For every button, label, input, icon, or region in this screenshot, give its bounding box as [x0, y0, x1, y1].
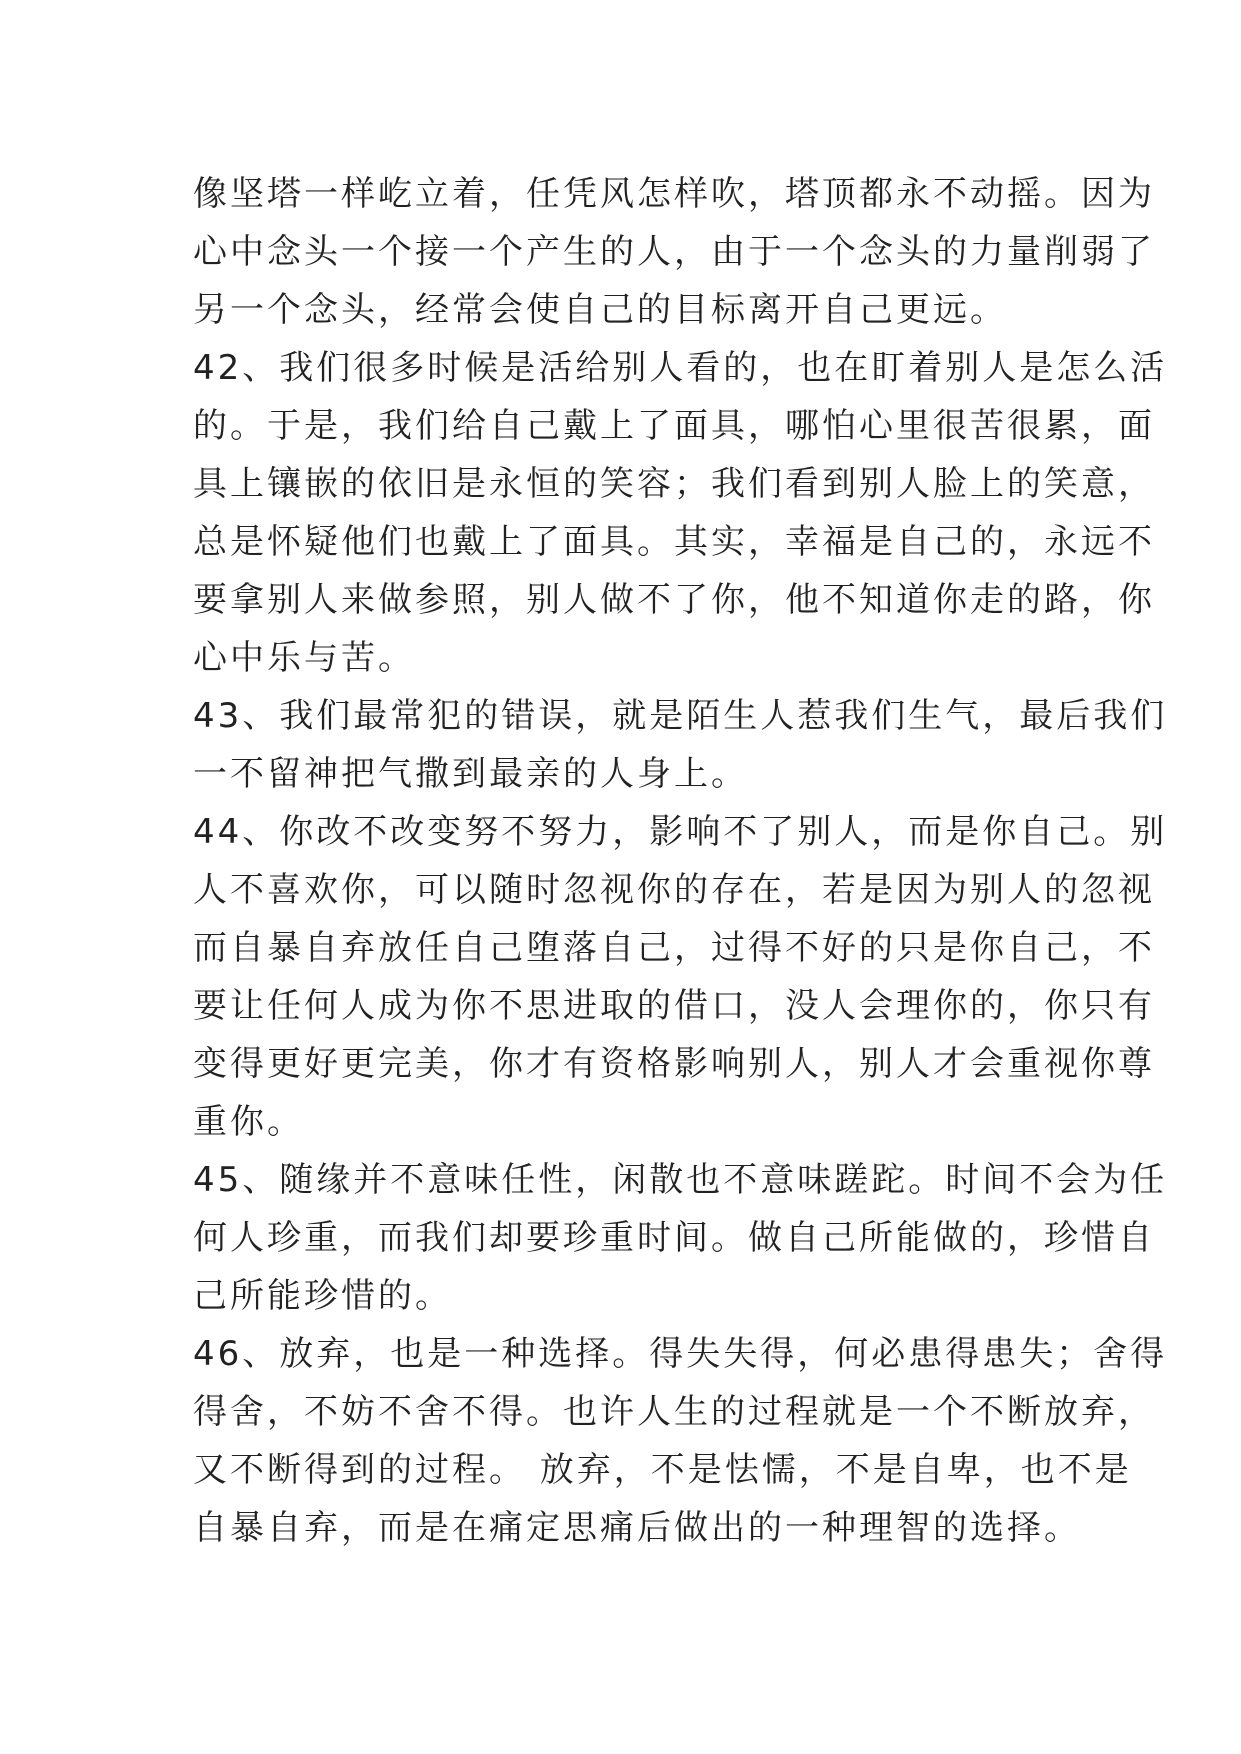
- text-line: 又不断得到的过程。 放弃，不是怯懦，不是自卑，也不是: [193, 1450, 1132, 1490]
- text-line: 人不喜欢你，可以随时忽视你的存在，若是因为别人的忽视: [193, 870, 1155, 910]
- text-line: 一不留神把气撒到最亲的人身上。: [193, 754, 748, 794]
- text-line: 自暴自弃，而是在痛定思痛后做出的一种理智的选择。: [193, 1508, 1081, 1548]
- text-line: 心中念头一个接一个产生的人，由于一个念头的力量削弱了: [193, 232, 1155, 272]
- text-line: 变得更好更完美，你才有资格影响别人，别人才会重视你尊: [193, 1044, 1155, 1084]
- text-line: 43、我们最常犯的错误，就是陌生人惹我们生气，最后我们: [193, 696, 1168, 736]
- document-body: [193, 165, 1168, 1557]
- text-line: 另一个念头，经常会使自己的目标离开自己更远。: [193, 290, 1007, 330]
- text-line: 要拿别人来做参照，别人做不了你，他不知道你走的路，你: [193, 580, 1155, 620]
- text-line: 46、放弃，也是一种选择。得失失得，何必患得患失；舍得: [193, 1334, 1168, 1374]
- text-line: 42、我们很多时候是活给别人看的，也在盯着别人是怎么活: [193, 348, 1168, 388]
- text-line: 得舍，不妨不舍不得。也许人生的过程就是一个不断放弃，: [193, 1392, 1155, 1432]
- text-line: 的。于是，我们给自己戴上了面具，哪怕心里很苦很累，面: [193, 406, 1155, 446]
- text-line: 具上镶嵌的依旧是永恒的笑容；我们看到别人脸上的笑意，: [193, 464, 1155, 504]
- text-line: 要让任何人成为你不思进取的借口，没人会理你的，你只有: [193, 986, 1155, 1026]
- text-line: 何人珍重，而我们却要珍重时间。做自己所能做的，珍惜自: [193, 1218, 1155, 1258]
- text-line: 总是怀疑他们也戴上了面具。其实，幸福是自己的，永远不: [193, 522, 1155, 562]
- text-line: 而自暴自弃放任自己堕落自己，过得不好的只是你自己，不: [193, 928, 1155, 968]
- text-line: 44、你改不改变努不努力，影响不了别人，而是你自己。别: [193, 812, 1168, 852]
- text-line: 己所能珍惜的。: [193, 1276, 452, 1316]
- text-line: 45、随缘并不意味任性，闲散也不意味蹉跎。时间不会为任: [193, 1160, 1168, 1200]
- text-line: 心中乐与苦。: [193, 638, 415, 678]
- text-line: 像坚塔一样屹立着，任凭风怎样吹，塔顶都永不动摇。因为: [193, 174, 1155, 214]
- text-line: 重你。: [193, 1102, 304, 1142]
